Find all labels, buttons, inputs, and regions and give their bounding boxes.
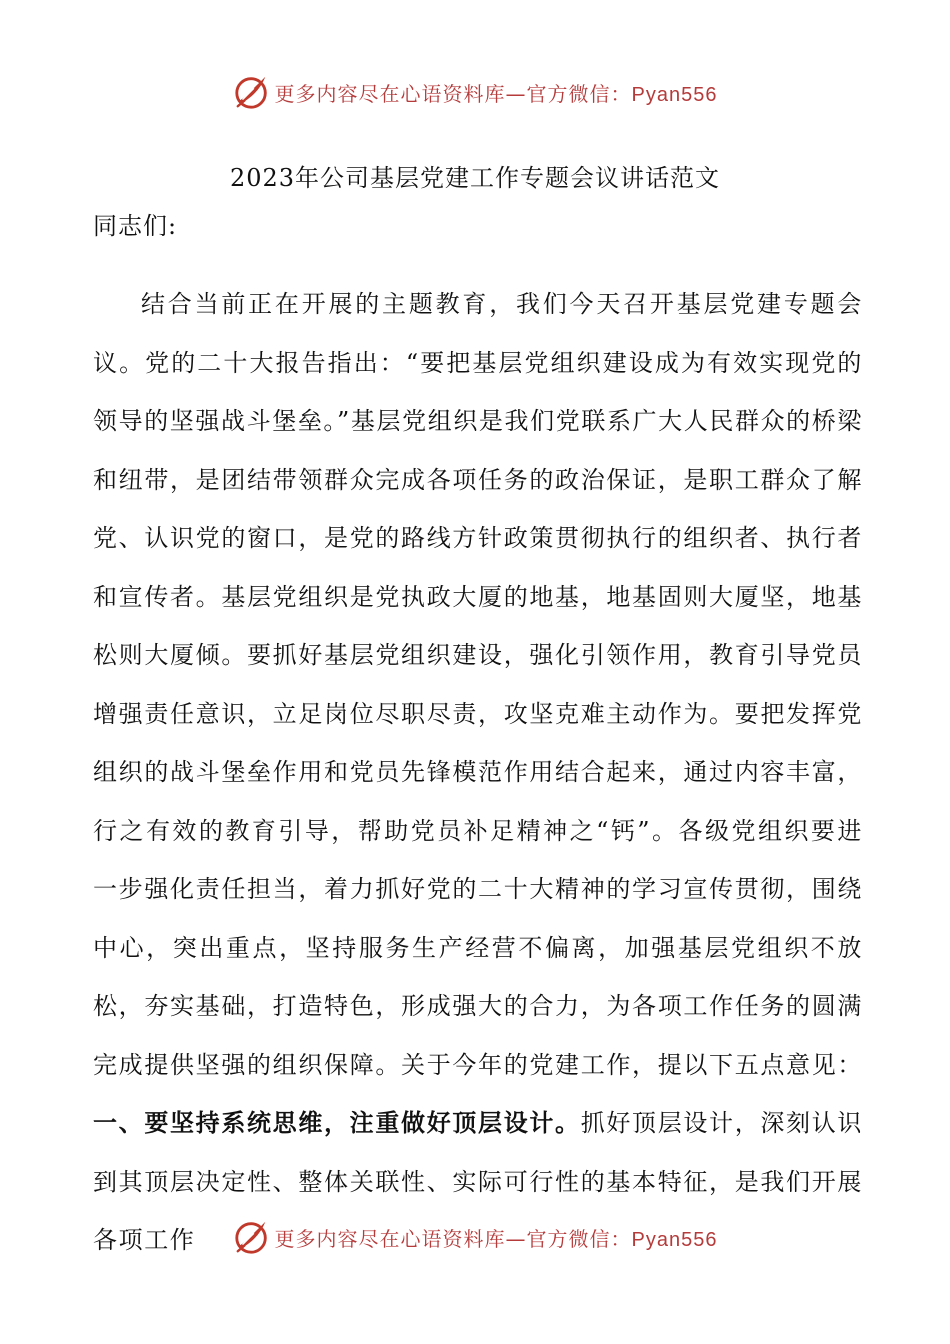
document-title: 2023年公司基层党建工作专题会议讲话范文 <box>229 164 721 192</box>
footer-watermark <box>0 1215 950 1259</box>
watermark-dash: — <box>505 81 527 106</box>
watermark-wechat-id: Pyan556 <box>631 83 718 106</box>
header-watermark <box>0 70 950 114</box>
watermark-dash: — <box>505 1226 527 1251</box>
watermark-wechat-id: Pyan556 <box>631 1228 718 1251</box>
watermark-text <box>275 78 718 107</box>
paragraph-continuation: 抓好顶层设计，深刻认识到其顶层决定性、整体关联性、实际可行性的基本特征，是我们开展各项工作 <box>93 1109 863 1254</box>
paragraph-bold-heading: 一、要坚持系统思维，注重做好顶层设计。 <box>93 1108 581 1137</box>
watermark-brand: 更多内容尽在心语资料库 <box>274 81 506 106</box>
watermark-wechat-label: 官方微信： <box>526 1226 632 1251</box>
body-paragraph <box>93 275 863 1270</box>
watermark-wechat-label: 官方微信： <box>526 81 632 106</box>
paragraph-intro: 结合当前正在开展的主题教育，我们今天召开基层党建专题会议。党的二十大报告指出：“要把基层党组织建设成为有效实现党的领导的坚强战斗堡垒。”基层党组织是我们党联系广大人民群众的桥梁和纽带，是团结带领群众完成各项任务的政治保证，是职工群众了解党、认识党的窗口，是党的路线方针政策贯彻执行的组织者、执行者和宣传者。基层党组织是党执政大厦的地基，地基固则大厦坚，地基松则大厦倾。要抓好基层党组织建设，强化引领作用，教育引导党员增强责任意识，立足岗位尽职尽责，攻坚克难主动作为。要把发挥党组织的战斗堡垒作用和党员先锋模范作用结合起来，通过内容丰富，行之有效的教育引导，帮助党员补足精神之“钙”。各级党组织要进一步强化责任担当，着力抓好党的二十大精神的学习宣传贯彻，围绕中心，突出重点，坚持服务生产经营不偏离，加强基层党组织不放松，夯实基础，打造特色，形成强大的合力，为各项工作任务的圆满完成提供坚强的组织保障。关于今年的党建工作，提以下五点意见： <box>93 290 863 1079</box>
watermark-text <box>275 1223 718 1252</box>
quill-logo-icon <box>233 1218 271 1256</box>
quill-logo-icon <box>233 73 271 111</box>
watermark-brand: 更多内容尽在心语资料库 <box>274 1226 506 1251</box>
salutation: 同志们: <box>93 212 178 240</box>
